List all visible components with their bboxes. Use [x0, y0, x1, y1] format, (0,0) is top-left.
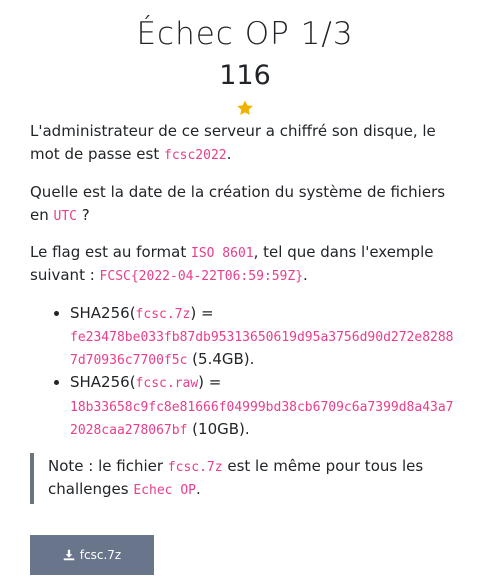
challenge-points: 116 [219, 60, 271, 91]
description-paragraph-2: Quelle est la date de la création du système de fichiers en UTC ? [30, 182, 446, 224]
note-blockquote: Note : le fichier fcsc.7z est le même pour tous les challenges Echec OP. [30, 453, 460, 504]
list-item: • SHA256(fcsc.raw) = 18b33658c9fc8e81666f04999bd38cb6709c6a7399d8a43a72028caa278067bf (10GB). [70, 371, 460, 441]
inline-code-utc: UTC [53, 208, 77, 224]
description-paragraph-3: Le flag est au format ISO 8601, tel que dans l'exemple suivant : FCSC{2022-04-22T06:59:59Z}. [30, 243, 434, 285]
star-icon [236, 99, 254, 117]
download-button[interactable] [30, 535, 154, 575]
hash-filename: fcsc.raw [135, 376, 199, 392]
hash-list [30, 302, 460, 442]
hash-filename: fcsc.7z [135, 306, 191, 322]
inline-code-challenge: Echec OP [133, 483, 196, 499]
challenge-description [0, 120, 490, 504]
download-icon [63, 549, 75, 561]
hash-value: 18b33658c9fc8e81666f04999bd38cb6709c6a7399d8a43a72028caa278067bf [70, 399, 454, 438]
list-item: • SHA256(fcsc.7z) = fe23478be033fb87db95313650619d95a3756d90d272e82887d70936c7700f5c (5.4GB). [70, 302, 460, 372]
inline-code-flag-example: FCSC{2022-04-22T06:59:59Z} [99, 269, 304, 285]
inline-code-password: fcsc2022 [164, 148, 227, 164]
challenge-title: Échec OP 1/3 [136, 16, 354, 52]
difficulty-rating [0, 94, 490, 120]
download-label: fcsc.7z [79, 548, 122, 562]
hash-value: fe23478be033fb87db95313650619d95a3756d90d272e82887d70936c7700f5c [70, 329, 454, 368]
inline-code-iso: ISO 8601 [191, 246, 254, 261]
description-paragraph-1: L'administrateur de ce serveur a chiffré son disque, le mot de passe est fcsc2022. [30, 122, 436, 164]
inline-code-file: fcsc.7z [167, 460, 223, 475]
